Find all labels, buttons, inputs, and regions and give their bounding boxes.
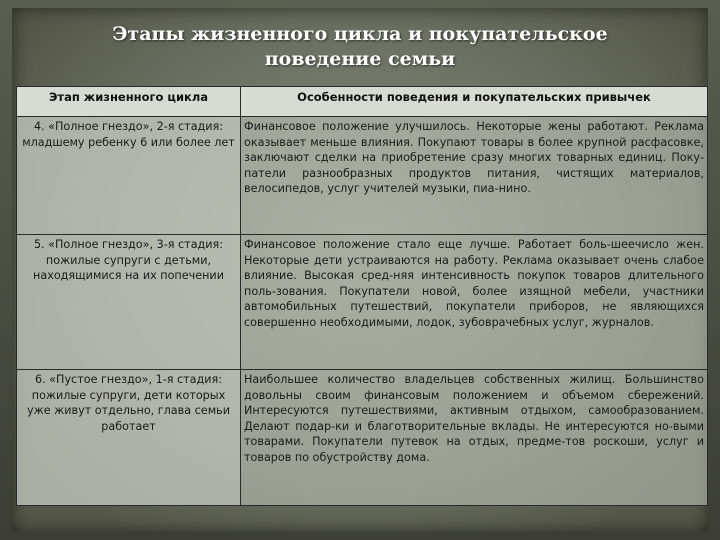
table-row — [17, 117, 708, 235]
stage-cell: 4. «Полное гнездо», 2-я стадия: младшему ребенку 6 или более лет — [17, 117, 241, 235]
table-header-row — [17, 87, 708, 117]
slide-title-line-1: Этапы жизненного цикла и покупательское — [112, 23, 608, 45]
slide-title — [0, 22, 720, 72]
stage-cell: 5. «Полное гнездо», 3-я стадия: пожилые супруги с детьми, находящимися на их попечении — [17, 235, 241, 370]
table-row — [17, 370, 708, 506]
behavior-cell: Финансовое положение стало еще лучше. Работает боль-шеечисло жен. Некоторые дети устраиваются на работу. Реклама оказывает очень слабое влияние. Высокая сред-няя интенсивность покупок товаров длительного поль-зования. Покупатели новой, более изящной мебели, участники автомобильных путешествий, покупатели приборов, не являющихся совершенно необходимыми, лодок, зубоврачебных услуг, журналов. — [241, 235, 708, 370]
slide-title-line-2: поведение семьи — [264, 48, 456, 70]
lifecycle-table — [16, 86, 708, 506]
header-stage: Этап жизненного цикла — [17, 87, 241, 117]
header-behavior: Особенности поведения и покупательских привычек — [241, 87, 708, 117]
behavior-cell: Финансовое положение улучшилось. Некоторые жены работают. Реклама оказывает меньше влияния. Покупают товары в более крупной расфасовке, заключают сделки на приобретение сразу многих товарных единиц. Поку-патели разнообразных продуктов питания, чистящих материалов, велосипедов, услуг учителей музыки, пиа-нино. — [241, 117, 708, 235]
behavior-cell: Наибольшее количество владельцев собственных жилищ. Большинство довольны своим финансовым положением и объемом сбережений. Интересуются путешествиями, активным отдыхом, самообразованием. Делают подар-ки и благотворительные вклады. Не интересуются но-выми товарами. Покупатели путевок на отдых, предме-тов роскоши, услуг и товаров по обустройству дома. — [241, 370, 708, 506]
table-row — [17, 235, 708, 370]
stage-cell: 6. «Пустое гнездо», 1-я стадия: пожилые супруги, дети которых уже живут отдельно, глава семьи работает — [17, 370, 241, 506]
